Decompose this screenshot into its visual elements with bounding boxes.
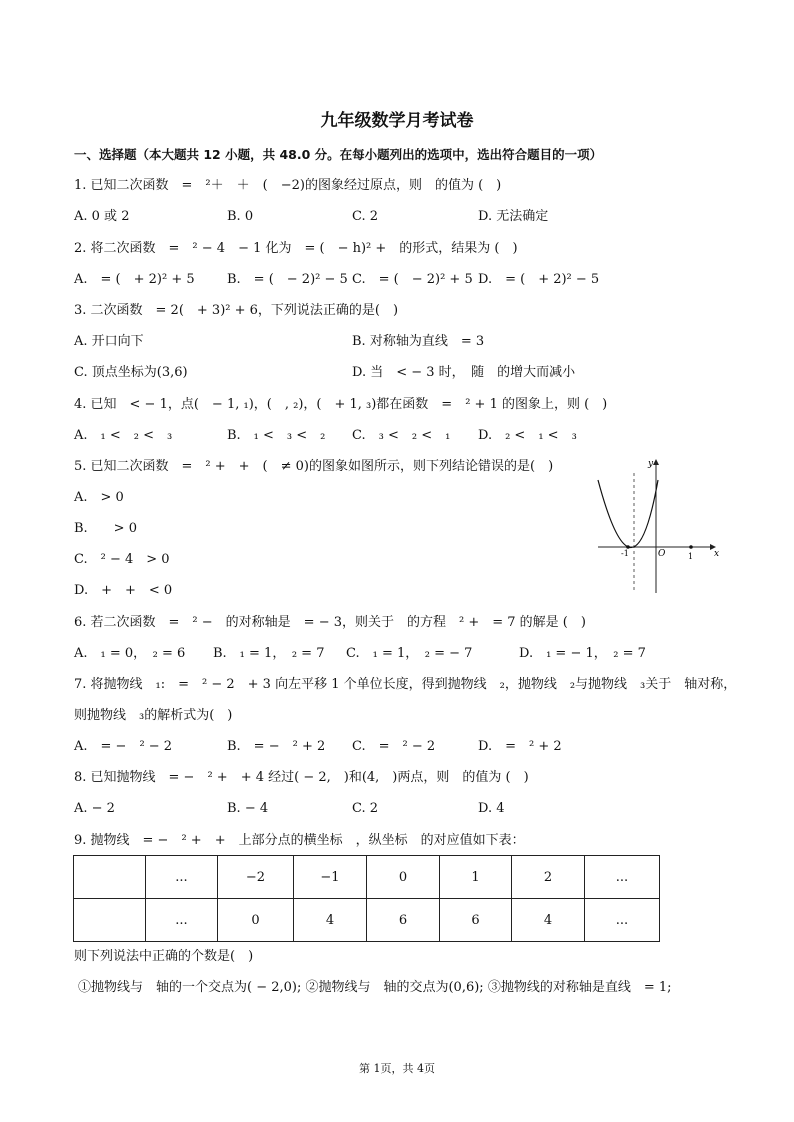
question-1-stem: 1. 已知二次函数 = ²＋ ＋ ( −2)的图象经过原点，则 的值为 ( ) xyxy=(74,178,502,193)
question-7-stem: 7. 将抛物线 ₁: = ² − 2 + 3 向左平移 1 个单位长度，得到抛物线 ₂，抛物线 ₂与抛物线 ₃关于 轴对称， xyxy=(74,677,737,692)
q6-option-b[interactable]: B. ₁ = 1， ₂ = 7 xyxy=(213,646,325,661)
table-cell: 4 xyxy=(294,899,367,942)
q3-option-b[interactable]: B. 对称轴为直线 = 3 xyxy=(352,334,485,349)
q3-option-d[interactable]: D. 当 < − 3 时， 随 的增大而减小 xyxy=(352,365,576,380)
table-cell: ... xyxy=(146,856,218,899)
table-row xyxy=(74,899,660,942)
question-8-stem: 8. 已知抛物线 = − ² + + 4 经过( − 2, )和(4, )两点，则 的值为 ( ) xyxy=(74,770,529,785)
q4-option-a[interactable]: A. ₁ < ₂ < ₃ xyxy=(74,428,173,443)
table-cell: −1 xyxy=(294,856,367,899)
y-axis-label: y xyxy=(648,459,654,469)
q6-option-c[interactable]: C. ₁ = 1， ₂ = − 7 xyxy=(346,646,473,661)
q2-option-d[interactable]: D. = ( + 2)² − 5 xyxy=(478,272,600,287)
q7-option-a[interactable]: A. = − ² − 2 xyxy=(74,739,173,754)
parabola-curve xyxy=(598,480,658,548)
q2-option-a[interactable]: A. = ( + 2)² + 5 xyxy=(74,272,195,287)
q7-option-d[interactable]: D. = ² + 2 xyxy=(478,739,562,754)
q5-option-c[interactable]: C. ² − 4 > 0 xyxy=(74,552,170,567)
q8-option-d[interactable]: D. 4 xyxy=(478,801,505,816)
table-row xyxy=(74,856,660,899)
section-heading: 一、选择题（本大题共 12 小题，共 48.0 分。在每小题列出的选项中，选出符合题目的一项） xyxy=(74,147,603,162)
table-cell: 0 xyxy=(218,899,294,942)
table-cell: 4 xyxy=(512,899,585,942)
origin-label: O xyxy=(658,549,666,559)
q8-option-a[interactable]: A. − 2 xyxy=(74,801,115,816)
table-cell: 0 xyxy=(367,856,440,899)
q2-option-b[interactable]: B. = ( − 2)² − 5 xyxy=(227,272,348,287)
table-cell: −2 xyxy=(218,856,294,899)
question-9-stem: 9. 抛物线 = − ² + + 上部分点的横坐标 ，纵坐标 的对应值如下表： xyxy=(74,833,525,848)
q1-option-d[interactable]: D. 无法确定 xyxy=(478,209,549,224)
q7-option-c[interactable]: C. = ² − 2 xyxy=(352,739,436,754)
q3-option-a[interactable]: A. 开口向下 xyxy=(74,334,144,349)
q5-option-d[interactable]: D. + + < 0 xyxy=(74,583,173,598)
table-cell xyxy=(74,899,146,942)
table-cell: 6 xyxy=(367,899,440,942)
question-5-stem: 5. 已知二次函数 = ² + + ( ≠ 0)的图象如图所示，则下列结论错误的是( ) xyxy=(74,459,554,474)
table-cell: ... xyxy=(585,899,660,942)
x-axis-label: x xyxy=(714,549,720,559)
question-4-stem: 4. 已知 < − 1，点( − 1, ₁)，( , ₂)，( + 1, ₃)都在函数 = ² + 1 的图象上，则 ( ) xyxy=(74,397,608,412)
q2-option-c[interactable]: C. = ( − 2)² + 5 xyxy=(352,272,473,287)
q6-option-d[interactable]: D. ₁ = − 1， ₂ = 7 xyxy=(519,646,646,661)
q8-option-b[interactable]: B. − 4 xyxy=(227,801,269,816)
tick-point-pos xyxy=(689,545,693,549)
question-9-statements: ①抛物线与 轴的一个交点为( − 2,0); ②抛物线与 轴的交点为(0,6); ③抛物线的对称轴是直线 = 1; xyxy=(78,980,672,995)
q6-option-a[interactable]: A. ₁ = 0， ₂ = 6 xyxy=(74,646,186,661)
table-cell: 1 xyxy=(440,856,512,899)
question-9-prompt: 则下列说法中正确的个数是( ) xyxy=(74,949,254,964)
q4-option-b[interactable]: B. ₁ < ₃ < ₂ xyxy=(227,428,326,443)
page-footer: 第 1页，共 4页 xyxy=(359,1062,435,1075)
q3-option-c[interactable]: C. 顶点坐标为(3,6) xyxy=(74,365,188,380)
question-6-stem: 6. 若二次函数 = ² − 的对称轴是 = − 3，则关于 的方程 ² + = 7 的解是 ( ) xyxy=(74,615,586,630)
table-cell: ... xyxy=(585,856,660,899)
parabola-graph xyxy=(590,455,720,595)
q8-option-c[interactable]: C. 2 xyxy=(352,801,379,816)
page-title: 九年级数学月考试卷 xyxy=(320,111,474,131)
question-7-stem-cont: 则抛物线 ₃的解析式为( ) xyxy=(74,708,233,723)
table-cell xyxy=(74,856,146,899)
question-2-stem: 2. 将二次函数 = ² − 4 − 1 化为 = ( − h)² + 的形式，结果为 ( ) xyxy=(74,241,518,256)
table-cell: 2 xyxy=(512,856,585,899)
q1-option-c[interactable]: C. 2 xyxy=(352,209,379,224)
q5-option-b[interactable]: B. > 0 xyxy=(74,521,137,536)
tick-label-pos: 1 xyxy=(688,552,694,561)
table-cell: ... xyxy=(146,899,218,942)
q1-option-b[interactable]: B. 0 xyxy=(227,209,254,224)
q4-option-c[interactable]: C. ₃ < ₂ < ₁ xyxy=(352,428,451,443)
tick-label-neg: -1 xyxy=(621,549,629,558)
q7-option-b[interactable]: B. = − ² + 2 xyxy=(227,739,326,754)
value-table xyxy=(73,855,660,942)
q1-option-a[interactable]: A. 0 或 2 xyxy=(74,209,130,224)
q4-option-d[interactable]: D. ₂ < ₁ < ₃ xyxy=(478,428,577,443)
q5-option-a[interactable]: A. > 0 xyxy=(74,490,124,505)
question-3-stem: 3. 二次函数 = 2( + 3)² + 6，下列说法正确的是( ) xyxy=(74,303,399,318)
table-cell: 6 xyxy=(440,899,512,942)
